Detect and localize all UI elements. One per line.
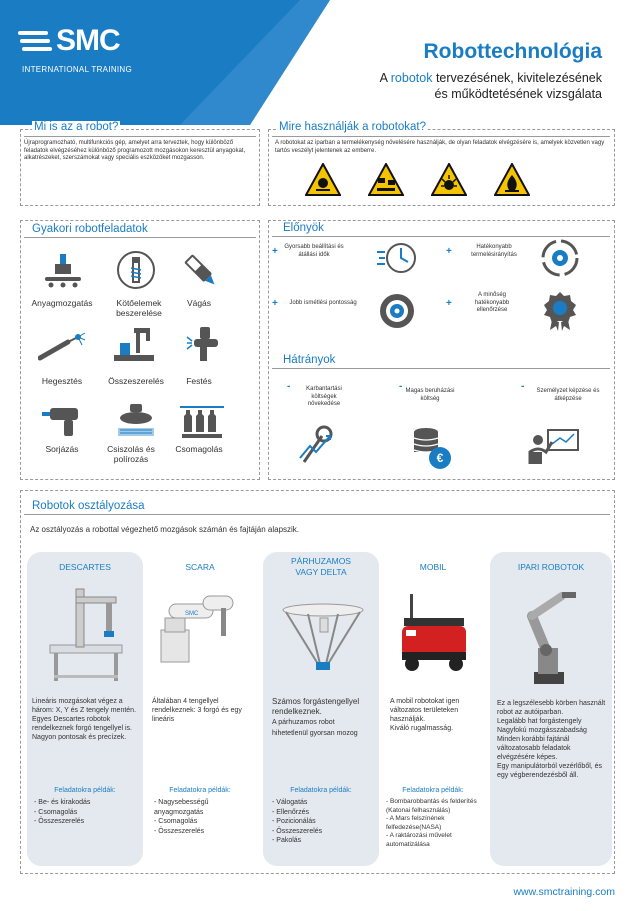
subtitle-pre: A xyxy=(379,71,391,85)
page-subtitle xyxy=(282,70,602,102)
industrial-desc-4: Egy manipulátorból vezérlőből, és egy végberendezésből áll. xyxy=(497,763,603,779)
svg-text:SMC: SMC xyxy=(185,611,199,617)
training-icon xyxy=(528,428,580,466)
spray-gun-icon xyxy=(186,325,222,365)
industrial-robot-icon xyxy=(510,588,590,688)
descartes-desc xyxy=(32,697,140,742)
explosive-hazard-icon xyxy=(431,163,467,196)
what-is-title: Mi is az a robot? xyxy=(34,121,119,133)
welding-icon xyxy=(38,332,86,362)
advantages-underline xyxy=(272,236,610,237)
subtitle-line2: és működtetésének vizsgálata xyxy=(434,87,602,101)
task-label-7: Csiszolás és polírozás xyxy=(107,444,155,464)
corrosive-hazard-icon xyxy=(368,163,404,196)
mobil-desc xyxy=(390,697,482,733)
descartes-example-0: Be- és kirakodás xyxy=(38,799,91,806)
delta-desc xyxy=(272,697,372,739)
task-label-1: Kötőelemek beszerelése xyxy=(116,298,162,318)
what-is-text: Újraprogramozható, multifunkciós gép, amelyet arra terveztek, hogy különböző feladatok elvégzéséhez különböző programozott mozgásokon keresztül anyagokat, alkatrészeket, szerszámokat vagy speciális eszközöket mozgasson. xyxy=(24,140,246,161)
scara-examples: - Nagysebességű anyagmozgatás - Csomagolás - Összeszerelés xyxy=(154,799,209,835)
task-label-6: Sorjázás xyxy=(45,444,79,454)
wrench-icon xyxy=(296,422,340,466)
mobil-desc-1: Kiváló rugalmasság. xyxy=(390,725,454,732)
scara-example-2: Összeszerelés xyxy=(158,827,205,835)
minus-icon: - xyxy=(399,381,403,392)
tasks-underline xyxy=(24,237,256,238)
descartes-examples: - Be- és kirakodás - Csomagolás - Összeszerelés xyxy=(34,799,91,825)
descartes-example-2: Összeszerelés xyxy=(38,818,85,825)
mobil-example-1: A Mars felszínének felfedezése(NASA) xyxy=(386,815,445,831)
cutter-icon xyxy=(181,251,221,291)
descartes-example-1: Csomagolás xyxy=(38,808,78,816)
task-label-4: Összeszerelés xyxy=(108,376,164,386)
scara-title: SCARA xyxy=(185,562,215,572)
logo-text: SMC xyxy=(56,24,120,57)
task-label-8: Csomagolás xyxy=(175,444,223,454)
adv-text-2: Jobb ismétlési pontosság xyxy=(289,300,357,306)
plus-icon: + xyxy=(446,246,452,257)
mobil-example-0: Bombarobbantás és felderítés (Katonai felhasználás) xyxy=(386,798,477,814)
industrial-desc-1: Legalább hat forgástengely xyxy=(497,718,582,725)
toxic-hazard-icon xyxy=(305,163,341,196)
classification-underline xyxy=(24,514,610,515)
industrial-desc xyxy=(497,699,609,780)
subtitle-post: tervezésének, kivitelezésének xyxy=(432,71,602,85)
mobil-examples: - Bombarobbantás és felderítés (Katonai felhasználás) - A Mars felszínének felfedezése(NASA) - A raktározási művelet automatizálása xyxy=(386,798,477,848)
plus-icon: + xyxy=(272,298,278,309)
cartesian-robot-icon xyxy=(46,585,126,685)
delta-title-line1: PÁRHUZAMOS xyxy=(291,556,351,566)
bottles-icon xyxy=(178,404,226,440)
page-title: Robottechnológia xyxy=(423,40,602,63)
delta-example-2: Pozicionálás xyxy=(276,818,316,825)
scara-example-1: Csomagolás xyxy=(158,818,198,825)
intl-training-label: INTERNATIONAL TRAINING xyxy=(22,65,133,74)
adv-text-0: Gyorsabb beállítási és átállási idők xyxy=(284,244,344,258)
adv-text-3: A minőség hatékonyabb ellenőrzése xyxy=(474,292,510,313)
delta-examples: - Válogatás - Ellenőrzés - Pozicionálás - Összeszerelés - Pakolás xyxy=(272,799,323,844)
plus-icon: + xyxy=(272,246,278,257)
disadvantages-title: Hátrányok xyxy=(283,354,336,366)
delta-example-4: Pakolás xyxy=(276,837,302,844)
subtitle-highlight: robotok xyxy=(390,71,433,85)
industrial-desc-2: Nagyfokú mozgásszabadság xyxy=(497,727,587,734)
classification-title: Robotok osztályozása xyxy=(32,500,145,512)
classification-intro: Az osztályozás a robottal végezhető mozgások számán és fajtáján alapszik. xyxy=(30,525,300,534)
descartes-examples-label: Feladatokra példák: xyxy=(54,787,116,794)
smc-logo-mark-icon xyxy=(18,28,52,54)
descartes-desc-0: Lineáris mozgásokat végez a három: X, Y és Z tengely mentén. xyxy=(32,698,137,714)
task-label-3: Hegesztés xyxy=(41,376,83,386)
mobil-desc-0: A mobil robotokat igen változatos területeken használják. xyxy=(390,698,460,723)
plus-icon: + xyxy=(446,298,452,309)
industrial-title: IPARI ROBOTOK xyxy=(517,562,585,572)
tasks-title: Gyakori robotfeladatok xyxy=(32,223,148,235)
where-used-underline xyxy=(272,136,610,137)
delta-example-1: Ellenőrzés xyxy=(276,808,309,816)
target-icon xyxy=(378,292,416,330)
delta-robot-icon xyxy=(278,598,368,678)
adv-text-1: Hatékonyabb termelésirányítás xyxy=(471,244,517,258)
task-label-0: Anyagmozgatás xyxy=(31,298,93,308)
assembly-icon xyxy=(110,325,158,365)
delta-title xyxy=(263,556,379,578)
where-used-title: Mire használják a robotokat? xyxy=(279,121,427,133)
disadvantages-underline xyxy=(272,368,610,369)
scara-robot-icon xyxy=(155,588,240,668)
disadv-text-0: Karbantartási költségek növekedése xyxy=(306,386,342,407)
fast-setup-icon xyxy=(375,238,419,278)
minus-icon: - xyxy=(521,381,525,392)
descartes-title: DESCARTES xyxy=(59,562,111,572)
descartes-desc-1: Egyes Descartes robotok rendelkeznek forgó tengellyel is. xyxy=(32,716,133,732)
mobil-examples-label: Feladatokra példák: xyxy=(402,787,464,794)
mobil-example-2: A raktározási művelet automatizálása xyxy=(386,832,452,848)
mobile-robot-icon xyxy=(396,592,471,677)
coins-euro-icon xyxy=(410,424,454,470)
scara-desc: Általában 4 tengellyel rendelkeznek: 3 forgó és egy lineáris xyxy=(152,698,242,723)
delta-desc-0: Számos forgástengellyel rendelkeznek. xyxy=(272,697,360,716)
conveyor-icon xyxy=(43,252,83,288)
footer-url[interactable]: www.smctraining.com xyxy=(513,886,615,898)
svg-text:€: € xyxy=(436,451,444,465)
delta-examples-label: Feladatokra példák: xyxy=(290,787,352,794)
delta-desc-1: A párhuzamos robot hihetetlenül gyorsan mozog xyxy=(272,719,358,737)
task-label-2: Vágás xyxy=(186,298,212,308)
task-label-5: Festés xyxy=(186,376,212,386)
polisher-icon xyxy=(114,402,158,440)
mobil-title: MOBIL xyxy=(419,562,447,572)
industrial-desc-0: Ez a legszélesebb körben használt robot az autóiparban. xyxy=(497,700,606,716)
quality-badge-icon xyxy=(542,290,578,332)
scara-example-0: Nagysebességű anyagmozgatás xyxy=(154,799,209,816)
delta-title-line2: VAGY DELTA xyxy=(295,567,347,577)
gear-cycle-icon xyxy=(540,238,580,278)
delta-example-3: Összeszerelés xyxy=(276,827,323,835)
minus-icon: - xyxy=(287,381,291,392)
delta-example-0: Válogatás xyxy=(276,799,308,806)
scara-examples-label: Feladatokra példák: xyxy=(169,787,231,794)
screw-icon xyxy=(116,250,156,290)
disadv-text-1: Magas beruházási költség xyxy=(405,388,455,402)
descartes-desc-2: Nagyon pontosak és precízek. xyxy=(32,734,127,741)
where-used-text: A robotokat az iparban a termelékenység növelésére használják, de olyan feladatok elvégzésére is, amelyek közvetlen vagy tartós veszélyt jelentenek az emberre. xyxy=(275,140,605,154)
smc-logo[interactable] xyxy=(18,24,120,58)
what-is-underline xyxy=(24,136,256,137)
industrial-desc-3: Minden korábbi fajtánál változatosabb feladatok elvégzésére képes. xyxy=(497,736,571,761)
disadv-text-2: Személyzet képzése és átképzése xyxy=(536,388,600,402)
drill-icon xyxy=(40,404,86,438)
flammable-hazard-icon xyxy=(494,163,530,196)
advantages-title: Előnyök xyxy=(283,222,324,234)
